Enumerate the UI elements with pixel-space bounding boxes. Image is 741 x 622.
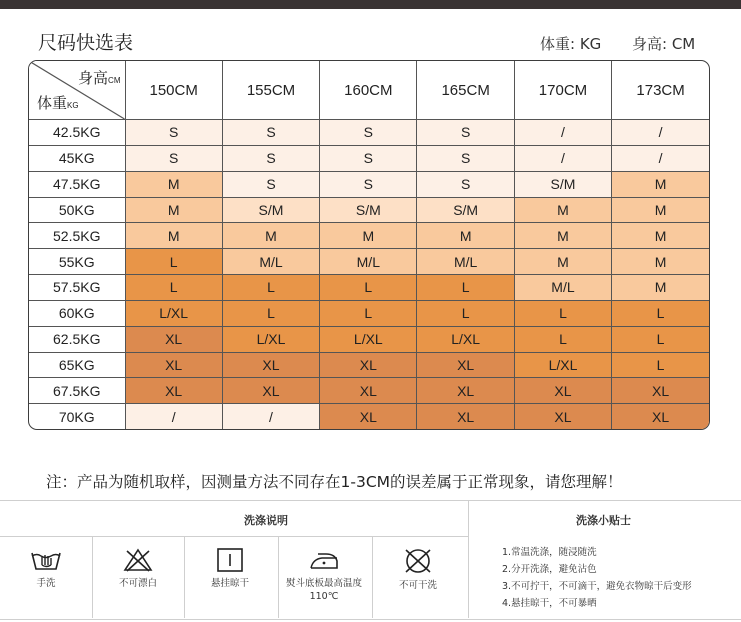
size-cell: S	[417, 171, 514, 197]
size-cell: XL	[417, 352, 514, 378]
size-cell: M	[417, 223, 514, 249]
column-header: 170CM	[514, 61, 611, 120]
height-unit-label: 身高: CM	[632, 35, 696, 53]
size-cell: XL	[125, 352, 222, 378]
table-row	[29, 404, 709, 429]
care-tips-list	[502, 544, 692, 612]
size-cell: XL	[612, 378, 709, 404]
size-cell: XL	[125, 378, 222, 404]
iron-icon	[307, 547, 341, 573]
size-cell: XL	[612, 404, 709, 429]
size-cell: XL	[125, 326, 222, 352]
size-cell: XL	[417, 404, 514, 429]
row-weight-label: 57.5KG	[29, 275, 125, 301]
size-cell: /	[514, 120, 611, 146]
no-dry-clean-icon	[401, 547, 435, 575]
row-weight-label: 70KG	[29, 404, 125, 429]
care-item	[92, 537, 184, 618]
size-cell: M/L	[417, 249, 514, 275]
size-cell: XL	[320, 352, 417, 378]
size-cell: XL	[514, 378, 611, 404]
size-cell: S/M	[320, 197, 417, 223]
size-cell: S/M	[222, 197, 319, 223]
care-instructions-title: 洗涤说明	[244, 514, 288, 527]
size-cell: S/M	[417, 197, 514, 223]
size-cell: XL	[417, 378, 514, 404]
size-cell: L	[612, 352, 709, 378]
size-cell: L/XL	[514, 352, 611, 378]
top-bar	[0, 0, 741, 9]
size-cell: S	[320, 145, 417, 171]
row-weight-label: 65KG	[29, 352, 125, 378]
row-weight-label: 45KG	[29, 145, 125, 171]
size-cell: L	[320, 300, 417, 326]
size-cell: M	[514, 197, 611, 223]
size-cell: M/L	[514, 275, 611, 301]
size-cell: S	[417, 145, 514, 171]
care-item	[0, 537, 92, 618]
size-cell: L	[417, 300, 514, 326]
size-cell: L/XL	[320, 326, 417, 352]
size-cell: M	[612, 171, 709, 197]
care-item-label: 不可干洗	[398, 580, 437, 591]
size-cell: L	[514, 300, 611, 326]
size-cell: L	[125, 249, 222, 275]
row-weight-label: 67.5KG	[29, 378, 125, 404]
care-section	[0, 500, 741, 622]
size-cell: M	[125, 197, 222, 223]
care-item-label: 悬挂晾干	[210, 578, 249, 589]
size-cell: M	[514, 223, 611, 249]
row-weight-label: 55KG	[29, 249, 125, 275]
size-cell: /	[125, 404, 222, 429]
size-cell: L	[417, 275, 514, 301]
size-cell: M/L	[222, 249, 319, 275]
hang-dry-icon	[213, 547, 247, 573]
size-cell: XL	[222, 352, 319, 378]
table-row	[29, 197, 709, 223]
weight-unit-label: 体重: KG	[540, 35, 602, 53]
hand-wash-icon	[29, 547, 63, 573]
column-header: 155CM	[222, 61, 319, 120]
size-cell: L	[320, 275, 417, 301]
column-header: 173CM	[612, 61, 709, 120]
table-row	[29, 171, 709, 197]
column-header: 165CM	[417, 61, 514, 120]
size-cell: M	[612, 197, 709, 223]
size-cell: /	[514, 145, 611, 171]
row-weight-label: 62.5KG	[29, 326, 125, 352]
page-title: 尺码快选表	[38, 32, 134, 54]
size-cell: M	[222, 223, 319, 249]
table-row	[29, 223, 709, 249]
size-cell: S	[125, 120, 222, 146]
size-cell: S	[222, 171, 319, 197]
size-cell: XL	[514, 404, 611, 429]
care-tip: 4.悬挂晾干，不可暴晒	[502, 598, 597, 609]
size-cell: S	[125, 145, 222, 171]
row-weight-label: 52.5KG	[29, 223, 125, 249]
size-cell: S	[320, 171, 417, 197]
size-cell: M	[125, 171, 222, 197]
table-row	[29, 120, 709, 146]
table-row	[29, 378, 709, 404]
care-divider	[468, 500, 469, 618]
table-row	[29, 249, 709, 275]
corner-weight-label: 体重KG	[37, 95, 79, 112]
size-cell: S	[320, 120, 417, 146]
size-cell: L	[222, 300, 319, 326]
size-cell: M/L	[320, 249, 417, 275]
care-tip: 3.不可拧干，不可滴干，避免衣物晾干后变形	[502, 581, 692, 592]
column-header: 160CM	[320, 61, 417, 120]
column-header: 150CM	[125, 61, 222, 120]
care-tips-title: 洗涤小贴士	[576, 514, 631, 527]
table-row	[29, 275, 709, 301]
row-weight-label: 42.5KG	[29, 120, 125, 146]
table-row	[29, 352, 709, 378]
size-cell: L	[514, 326, 611, 352]
care-item	[278, 537, 370, 618]
size-cell: L	[222, 275, 319, 301]
size-cell: S	[222, 120, 319, 146]
size-cell: M	[320, 223, 417, 249]
size-cell: XL	[222, 378, 319, 404]
table-header-row	[29, 61, 709, 120]
size-cell: M	[125, 223, 222, 249]
size-cell: S	[222, 145, 319, 171]
size-cell: S	[417, 120, 514, 146]
size-cell: M	[612, 249, 709, 275]
size-cell: L	[612, 326, 709, 352]
size-cell: /	[612, 145, 709, 171]
size-cell: L/XL	[222, 326, 319, 352]
size-cell: L	[612, 300, 709, 326]
care-item	[372, 537, 464, 618]
size-cell: XL	[320, 378, 417, 404]
care-item-label: 熨斗底板最高温度110℃	[285, 578, 362, 602]
care-tip: 2.分开洗涤，避免沾色	[502, 564, 597, 575]
disclaimer-note: 注：产品为随机取样，因测量方法不同存在1-3CM的误差属于正常现象，请您理解！	[46, 473, 623, 491]
row-weight-label: 60KG	[29, 300, 125, 326]
size-cell: M	[514, 249, 611, 275]
table-corner-cell	[29, 61, 125, 120]
table-row	[29, 300, 709, 326]
care-item-label: 手洗	[36, 578, 56, 589]
size-cell: /	[612, 120, 709, 146]
corner-height-label: 身高CM	[78, 70, 121, 87]
row-weight-label: 47.5KG	[29, 171, 125, 197]
size-cell: S/M	[514, 171, 611, 197]
table-row	[29, 145, 709, 171]
size-cell: XL	[320, 404, 417, 429]
care-item	[184, 537, 276, 618]
size-cell: L/XL	[417, 326, 514, 352]
size-cell: L	[125, 275, 222, 301]
care-tip: 1.常温洗涤，随浸随洗	[502, 547, 597, 558]
size-cell: L/XL	[125, 300, 222, 326]
size-cell: M	[612, 275, 709, 301]
care-item-label: 不可漂白	[118, 578, 157, 589]
size-table	[28, 60, 710, 430]
no-bleach-icon	[121, 547, 155, 573]
size-cell: M	[612, 223, 709, 249]
table-row	[29, 326, 709, 352]
size-cell: /	[222, 404, 319, 429]
row-weight-label: 50KG	[29, 197, 125, 223]
